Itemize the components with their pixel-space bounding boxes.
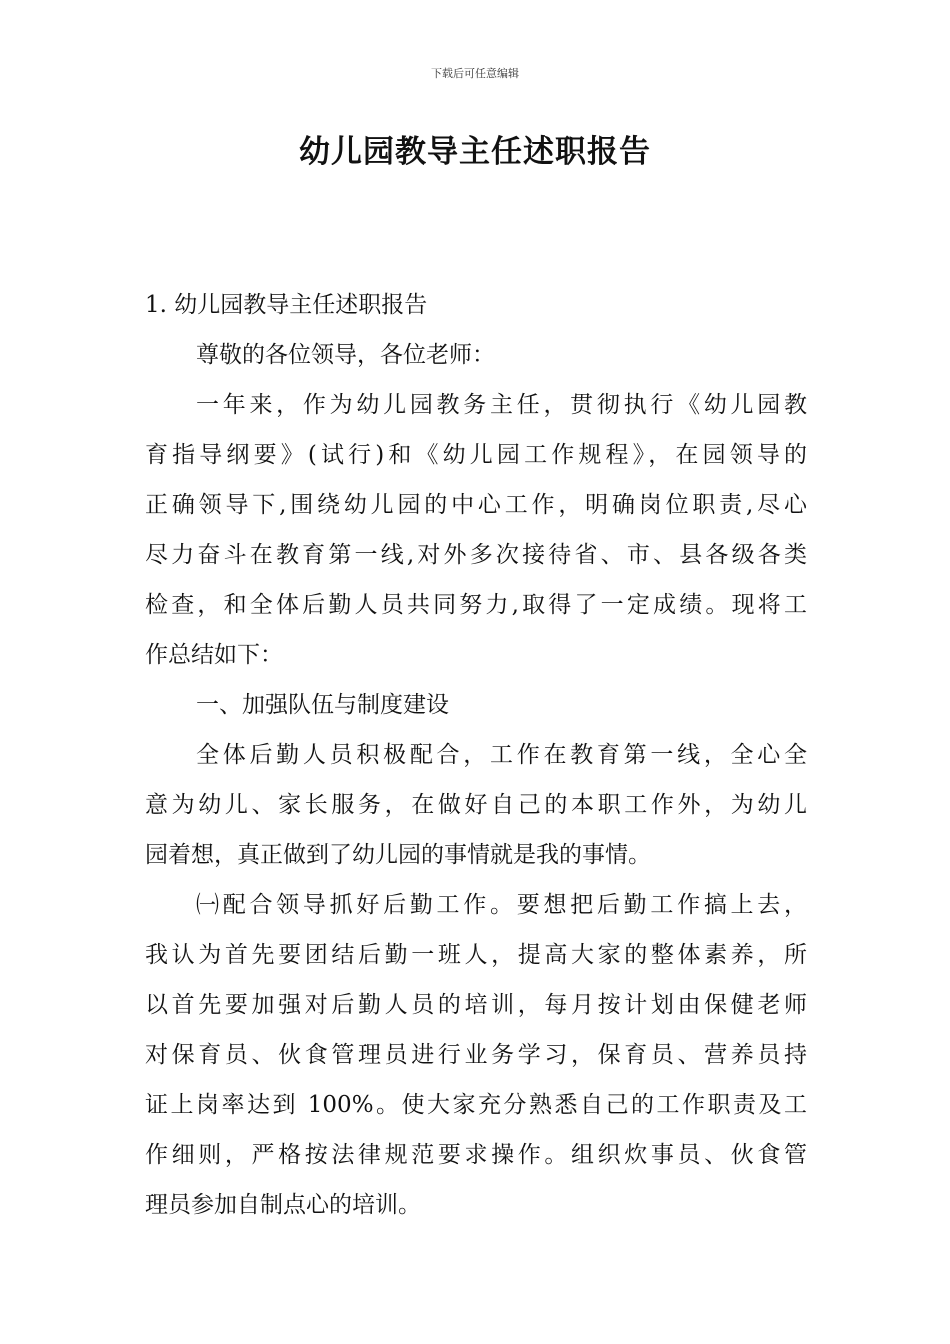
body-line: 对保育员、伙食管理员进行业务学习，保育员、营养员持: [145, 1042, 807, 1068]
body-line: 育指导纲要》(试行)和《幼儿园工作规程》，在园领导的: [145, 442, 807, 468]
body-line: 理员参加自制点心的培训。: [145, 1192, 421, 1218]
body-line: 园着想，真正做到了幼儿园的事情就是我的事情。: [145, 842, 651, 868]
body-line: 以首先要加强对后勤人员的培训，每月按计划由保健老师: [145, 992, 807, 1018]
header-note: 下载后可任意编辑: [431, 67, 519, 80]
document-title: 幼儿园教导主任述职报告: [299, 134, 651, 170]
body-line: 全体后勤人员积极配合，工作在教育第一线，全心全: [196, 742, 807, 768]
body-line: ㈠配合领导抓好后勤工作。要想把后勤工作搞上去，: [196, 892, 807, 918]
body-line: 一年来，作为幼儿园教务主任，贯彻执行《幼儿园教: [196, 392, 807, 418]
body-line: 正确领导下,围绕幼儿园的中心工作，明确岗位职责,尽心: [145, 492, 807, 518]
body-line: 尊敬的各位领导，各位老师：: [196, 342, 495, 368]
body-line: 检查，和全体后勤人员共同努力,取得了一定成绩。现将工: [145, 592, 807, 618]
body-line: 证上岗率达到 100%。使大家充分熟悉自己的工作职责及工: [145, 1092, 807, 1118]
document-body: [145, 280, 807, 1230]
body-line: 意为幼儿、家长服务，在做好自己的本职工作外，为幼儿: [145, 792, 807, 818]
body-line: 作细则，严格按法律规范要求操作。组织炊事员、伙食管: [145, 1142, 807, 1168]
body-line: 尽力奋斗在教育第一线,对外多次接待省、市、县各级各类: [145, 542, 807, 568]
body-line: 作总结如下：: [145, 642, 283, 668]
body-line: 1. 幼儿园教导主任述职报告: [145, 292, 428, 318]
body-line: 我认为首先要团结后勤一班人，提高大家的整体素养，所: [145, 942, 807, 968]
section-heading: 一、加强队伍与制度建设: [196, 692, 449, 718]
